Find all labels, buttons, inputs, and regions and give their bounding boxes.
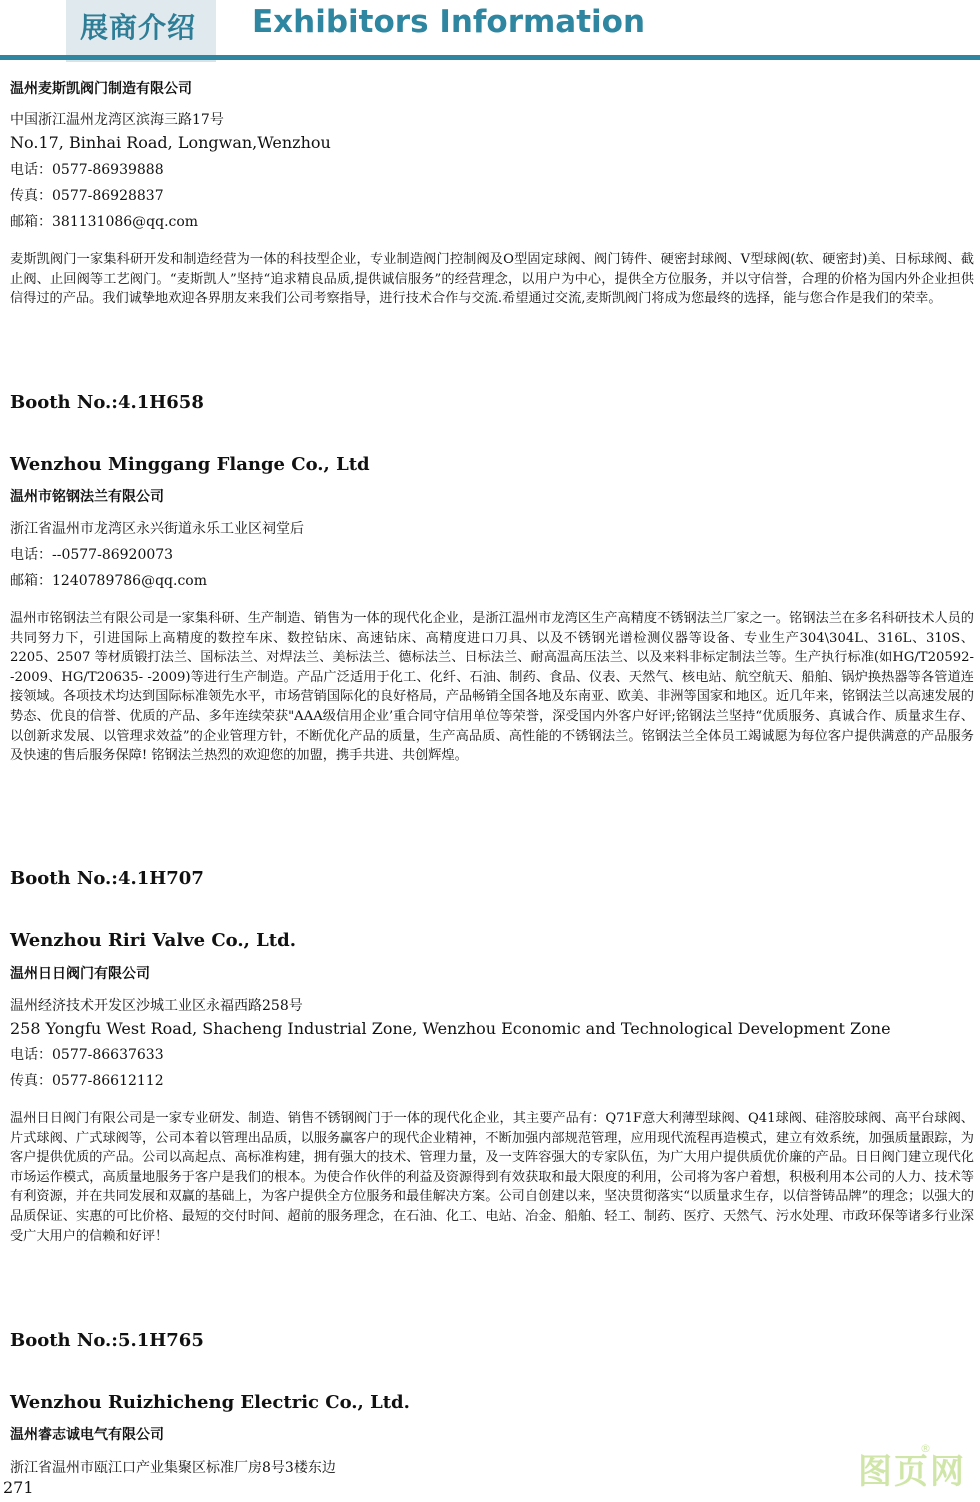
address-cn: 浙江省温州市龙湾区永兴街道永乐工业区祠堂后 (10, 521, 304, 537)
address-cn: 温州经济技术开发区沙城工业区永福西路258号 (10, 998, 303, 1014)
booth-number: Booth No.:4.1H707 (10, 868, 204, 889)
company-description: 温州市铭钢法兰有限公司是一家集科研、生产制造、销售为一体的现代化企业，是浙江温州市龙湾区生产高精度不锈钢法兰厂家之一。铭钢法兰在多名科研技术人员的共同努力下，引进国际上高精度的数控车床、数控钻床、高速钻床、高精度进口刀具、以及不锈钢光谱检测仪器等设备、专业生产304\304L、316L、310S、2205、2507 等材质锻打法兰、国标法兰、对焊法兰、美标法兰、德标法兰、日标法兰、耐高温高压法兰、以及来料非标定制法兰等。生产执行标准(如HG/T20592- -2009、HG/T20635- -2009)等进行生产制造。产品广泛适用于化工、化纤、石油、制药、食品、仪表、天然气、核电站、航空航天、船舶、锅炉换热器等各管道连接领域。各项技术均达到国际标准领先水平，市场营销国际化的良好格局，产品畅销全国各地及东南亚、欧美、非洲等国家和地区。近几年来，铭钢法兰以高速发展的势态、优良的信誉、优质的产品、多年连续荣获"AAA级信用企业’重合同守信用单位等荣誉，深受国内外客户好评;铭钢法兰坚持“优质服务、真诚合作、质量求生存、以创新求发展、以管理求效益”的企业管理方针，不断优化产品的质量，生产高品质、高性能的不锈钢法兰。铭钢法兰全体员工竭诚愿为每位客户提供满意的产品服务及快速的售后服务保障! 铭钢法兰热烈的欢迎您的加盟，携手共进、共创辉煌。 (10, 611, 974, 764)
company-name-en: Wenzhou Minggang Flange Co., Ltd (10, 454, 370, 475)
header-title-en: Exhibitors Information (252, 4, 646, 40)
company-name-cn: 温州麦斯凯阀门制造有限公司 (10, 81, 192, 97)
watermark-logo: 图页网 (858, 1452, 966, 1492)
header-rule (0, 55, 980, 60)
address-en: 258 Yongfu West Road, Shacheng Industrial Zone, Wenzhou Economic and Technological Development Zone (10, 1019, 891, 1038)
phone: 电话：0577-86939888 (10, 162, 164, 178)
email: 邮箱：1240789786@qq.com (10, 573, 207, 589)
company-description: 麦斯凯阀门一家集科研开发和制造经营为一体的科技型企业，专业制造阀门控制阀及O型固定球阀、阀门铸件、硬密封球阀、V型球阀(软、硬密封)美、日标球阀、截止阀、止回阀等工艺阀门。“麦斯凯人”坚持“追求精良品质,提供诚信服务”的经营理念，以用户为中心，提供全方位服务，并以守信誉，合理的价格为国内外企业担供信得过的产品。我们诚挚地欢迎各界朋友来我们公司考察指导，进行技术合作与交流.希望通过交流,麦斯凯阀门将成为您最终的选择，能与您合作是我们的荣幸。 (10, 252, 974, 307)
watermark-registered-mark: ® (920, 1442, 931, 1455)
company-description: 温州日日阀门有限公司是一家专业研发、制造、销售不锈钢阀门于一体的现代化企业，其主要产品有：Q71F意大利薄型球阀、Q41球阀、硅溶胶球阀、高平台球阀、片式球阀、广式球阀等，公司本着以管理出品质，以服务赢客户的现代企业精神，不断加强内部规范管理，应用现代流程再造模式，建立有效系统，加强质量跟踪，为客户提供优质的产品。公司以高起点、高标准构建，拥有强大的技术、管理力量，及一支阵容强大的专家队伍，为广大用户提供质优价廉的产品。日日阀门建立现代化市场运作模式，高质量地服务于客户是我们的根本。为使合作伙伴的利益及资源得到有效获取和最大限度的利用，公司将为客户着想，积极利用本公司的人力、技术等有利资源，并在共同发展和双赢的基础上，为客户提供全方位服务和最佳解决方案。公司自创建以来，坚决贯彻落实“以质量求生存，以信誉铸品牌”的理念；以强大的品质保证、实惠的可比价格、最短的交付时间、超前的服务理念，在石油、化工、电站、冶金、船舶、轻工、制药、医疗、天然气、污水处理、市政环保等诸多行业深受广大用户的信赖和好评！ (10, 1111, 974, 1244)
address-en: No.17, Binhai Road, Longwan,Wenzhou (10, 133, 331, 152)
page-number: 271 (3, 1478, 34, 1497)
page-header (0, 0, 980, 62)
header-title-cn: 展商介绍 (80, 11, 197, 44)
fax: 传真：0577-86612112 (10, 1073, 164, 1089)
phone: 电话：--0577-86920073 (10, 547, 174, 563)
company-name-en: Wenzhou Riri Valve Co., Ltd. (10, 930, 296, 951)
company-name-cn: 温州市铭钢法兰有限公司 (10, 489, 164, 505)
email: 邮箱：381131086@qq.com (10, 214, 199, 230)
company-name-cn: 温州日日阀门有限公司 (10, 966, 150, 982)
address-cn: 浙江省温州市瓯江口产业集聚区标准厂房8号3楼东边 (10, 1460, 336, 1476)
booth-number: Booth No.:5.1H765 (10, 1330, 204, 1351)
company-name-cn: 温州睿志诚电气有限公司 (10, 1427, 164, 1443)
fax: 传真：0577-86928837 (10, 188, 164, 204)
booth-number: Booth No.:4.1H658 (10, 392, 204, 413)
phone: 电话：0577-86637633 (10, 1047, 164, 1063)
address-cn: 中国浙江温州龙湾区滨海三路17号 (10, 112, 224, 128)
company-name-en: Wenzhou Ruizhicheng Electric Co., Ltd. (10, 1392, 410, 1413)
